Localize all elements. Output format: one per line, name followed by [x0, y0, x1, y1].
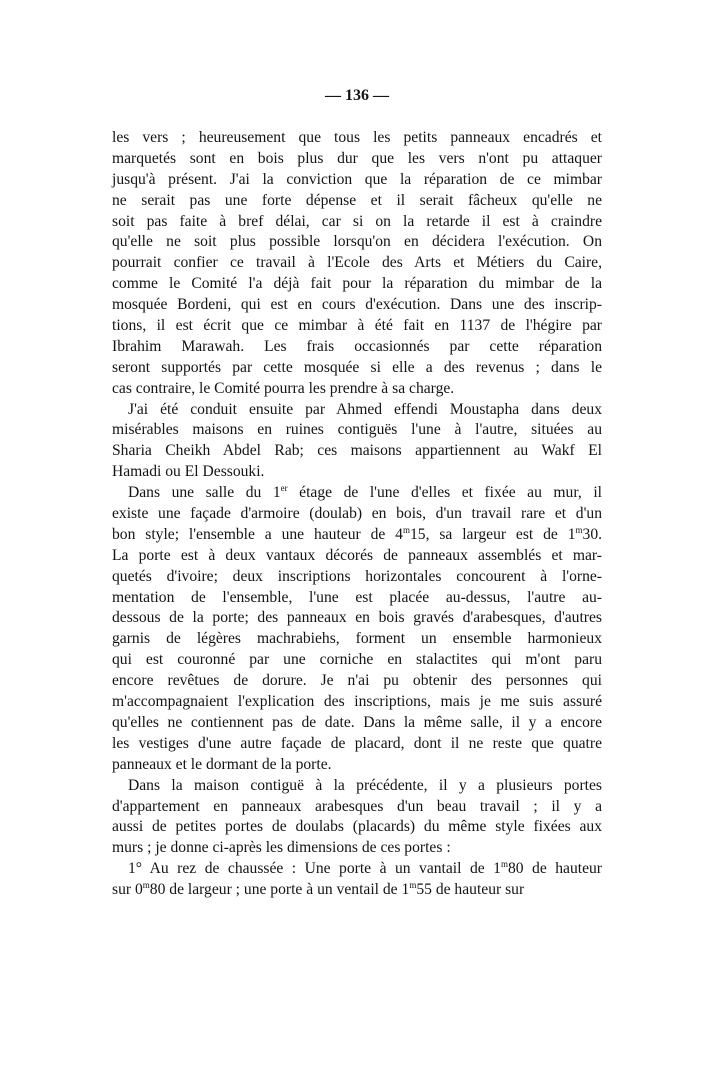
text-line: les vestiges d'une autre façade de placard, dont il ne reste que quatre: [112, 734, 602, 752]
text-line: dessous de la porte; des panneaux en bois gravés d'arabesques, d'autres: [112, 609, 602, 627]
text-line: garnis de légères machrabiehs, forment un ensemble harmonieux: [112, 630, 602, 648]
text-line: J'ai été conduit ensuite par Ahmed effendi Moustapha dans deux: [128, 400, 602, 418]
text-line: existe une façade d'armoire (doulab) en bois, d'un travail rare et d'un: [112, 505, 602, 523]
paragraph: [112, 483, 602, 775]
text-line: Sharia Cheikh Abdel Rab; ces maisons appartiennent au Wakf El: [112, 442, 602, 460]
text-line: mentation de l'ensemble, l'une est placée au-dessus, l'autre au-: [112, 588, 602, 606]
text-line: cas contraire, le Comité pourra les prendre à sa charge.: [112, 379, 455, 397]
text-line: aussi de petites portes de doulabs (placards) du même style fixées aux: [112, 818, 602, 836]
paragraph: [112, 128, 602, 400]
text-line: sur 0$^m$80 de largeur ; une porte à un ventail de 1$^m$55 de hauteur sur: [112, 880, 525, 899]
text-line: d'appartement en panneaux arabesques d'un beau travail ; il y a: [112, 797, 602, 815]
text-line: m'accompagnaient l'explication des inscriptions, mais je me suis assuré: [112, 693, 602, 711]
text-line: bon style; l'ensemble a une hauteur de 4$^m$15, sa largeur est de 1$^m$30.: [112, 524, 603, 543]
text-line: murs ; je donne ci-après les dimensions de ces portes :: [112, 839, 451, 857]
text-line: Dans une salle du 1er étage de l'une d'elles et fixée au mur, il: [128, 483, 603, 502]
text-line: pourrait confier ce travail à l'Ecole des Arts et Métiers du Caire,: [112, 254, 602, 272]
text-line: Hamadi ou El Dessouki.: [112, 463, 265, 481]
text-line: qu'elles ne contiennent pas de date. Dans la même salle, il y a encore: [112, 713, 602, 731]
text-line: 1° Au rez de chaussée : Une porte à un vantail de 1$^m$80 de hauteur: [128, 859, 602, 878]
text-line: Ibrahim Marawah. Les frais occasionnés par cette réparation: [112, 337, 602, 355]
text-line: La porte est à deux vantaux décorés de panneaux assemblés et mar-: [112, 546, 602, 564]
text-line: jusqu'à présent. J'ai la conviction que la réparation de ce mimbar: [112, 170, 602, 188]
paragraph: [112, 859, 602, 901]
text-line: soit pas faite à bref délai, car si on la retarde il est à craindre: [112, 212, 602, 230]
page: [112, 86, 602, 901]
text-line: qui est couronné par une corniche en stalactites qui m'ont paru: [112, 651, 602, 669]
paragraph: [112, 400, 602, 484]
text-line: tions, il est écrit que ce mimbar à été fait en 1137 de l'hégire par: [112, 317, 602, 335]
page-number: — 136 —: [325, 87, 389, 104]
text-line: encore revêtues de dorure. Je n'ai pu obtenir des personnes qui: [112, 672, 602, 690]
text-line: seront supportés par cette mosquée si elle a des revenus ; dans le: [112, 358, 602, 376]
text-line: les vers ; heureusement que tous les petits panneaux encadrés et: [112, 129, 602, 146]
body-text: [112, 128, 602, 901]
text-line: qu'elle ne soit plus possible lorsqu'on en décidera l'exécution. On: [112, 233, 602, 251]
text-line: mosquée Bordeni, qui est en cours d'exécution. Dans une des inscrip-: [112, 296, 602, 314]
text-line: Dans la maison contiguë à la précédente, il y a plusieurs portes: [128, 776, 602, 794]
text-line: quetés d'ivoire; deux inscriptions horizontales concourent à l'orne-: [112, 567, 602, 585]
text-line: ne serait pas une forte dépense et il serait fâcheux qu'elle ne: [112, 191, 602, 209]
text-line: comme le Comité l'a déjà fait pour la réparation du mimbar de la: [112, 275, 602, 293]
text-line: misérables maisons en ruines contiguës l'une à l'autre, situées au: [112, 421, 602, 439]
text-line: panneaux et le dormant de la porte.: [112, 755, 332, 773]
text-line: marquetés sont en bois plus dur que les vers n'ont pu attaquer: [112, 149, 602, 167]
paragraph: [112, 776, 602, 860]
